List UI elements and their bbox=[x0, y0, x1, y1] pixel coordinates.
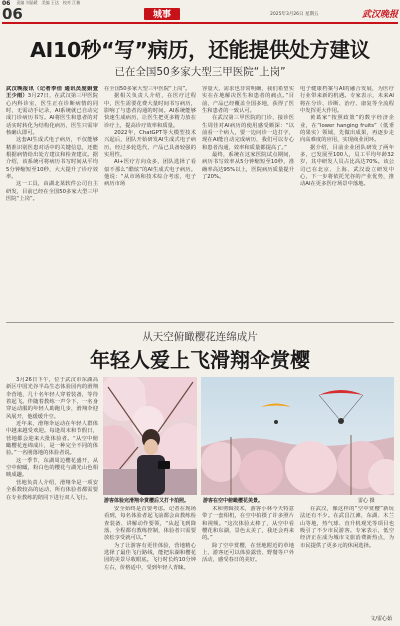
story1-para: 这套AI生成式电子病历，不仅能够精准识别医患对话中的关键信息，还能根据病情给出处方建议和检查建议。据介绍，该系统可将病历书写时间从平均5分钟缩短至10秒，大大提升了诊疗效率。 bbox=[6, 137, 98, 181]
story2-para: 这一季节，东湖周边樱花盛开，从空中俯瞰，粉白色的樱花与湖光山色相映成趣。 bbox=[6, 457, 98, 479]
story1-para: 这一工具，由湖北某软件公司自主研发，目前已经在全国50多家大型三甲医院“上岗”。 bbox=[6, 181, 98, 203]
paraglider-photo-image bbox=[201, 377, 394, 495]
story1-para: 最终，系统在这家医院试点期间，病历书写效率从5分钟缩短至10秒，准确率高达95%以上，医院病历质量提升了20%。 bbox=[202, 152, 294, 181]
story-divider bbox=[6, 322, 394, 323]
story1-byline: 武汉晚报讯（记者李佳 通讯员庞娟萱 王少雨） bbox=[6, 86, 98, 100]
story1-column-1 bbox=[6, 86, 98, 318]
story2-column-1 bbox=[6, 377, 98, 620]
page-number: 06 bbox=[2, 0, 11, 7]
story1-para: 据相关负责人介绍，在医疗过程中，医生需要花费大量时间书写病历，影响了与患者沟通的时间。AI系统能够快速生成病历，让医生把更多精力放在诊疗上，提高诊疗效率和质量。 bbox=[104, 93, 196, 129]
story2-para: 营地负责人介绍，滑翔伞是一项安全系数较高的运动，所有体验者都需要在专业教练的陪同下进行双人飞行。 bbox=[6, 479, 98, 501]
story1-para: 2022年，ChatGPT等大模型技术兴起后，团队开始研发AI生成式电子病历，经过多轮迭代，产品已具备较强的实用性。 bbox=[104, 130, 196, 159]
story1-para: 在武汉第三甲医院的门诊，接诊医生周佳对AI病历的使用感受颇深：“以前看一个病人，要一边问诊一边打字，现在AI能自动完成病历，我们可以专心和患者沟通，效率和质量都提高了。” bbox=[202, 115, 294, 151]
paraglider-photo bbox=[201, 377, 394, 495]
story2-para: 为了让游客有更佳体验，营地精心选择了最佳飞行路线，能把东湖和樱花园的美景尽收眼底。飞行时长约10分钟左右，价格适中，受到年轻人青睐。 bbox=[104, 542, 196, 571]
date-line: 2025年3月26日 星期五 bbox=[270, 11, 319, 17]
story1-column-2 bbox=[104, 86, 196, 318]
page-number-large: 06 bbox=[2, 4, 23, 23]
story2-para: 3月26日下午，位于武汉市东湖高新区中国光谷半岛生态体验园内的滑翔伞营地，几十名年轻人穿着装备，等待着起飞。伴随着教练一声令下，一名身穿运动服的年轻人助跑几步，滑翔伞迎风展开，他缓缓升空。 bbox=[6, 377, 98, 420]
story1-para: 黄葛家“按照政策”的数字经济企业，在“lower hanging fruits”（低垂的果实）领域，先做出成果，再逐步走向高难度的应用，实现商业闭环。 bbox=[300, 115, 394, 144]
credit-proofreader: 校对 江楠 bbox=[62, 0, 81, 5]
credit-designer: 美编 王达 bbox=[41, 0, 59, 5]
cherry-blossom-photo-image bbox=[103, 377, 197, 495]
story2-para: 近年来，滑翔伞运动在年轻人群体中越来越受欢迎。每逢周末和节假日，营地都会迎来大批体验者。“从空中俯瞰樱花连绵成片，是一种完全不同的体验。”一名刚落地的体验者说。 bbox=[6, 421, 98, 457]
story2-para: 除了空中赏樱，在营地附近的草地上，游客还可以体验露营、野餐等户外活动，感受春日的美好。 bbox=[202, 542, 294, 564]
story2-subheadline: 从天空俯瞰樱花连绵成片 bbox=[142, 331, 258, 343]
story2-column-4 bbox=[300, 506, 394, 610]
story2-headline: 年轻人爱上飞滑翔伞赏樱 bbox=[90, 348, 310, 372]
story2-column-2 bbox=[104, 506, 196, 620]
header-rule bbox=[2, 22, 398, 24]
story1-headline: AI10秒“写”病历，还能提供处方建议 bbox=[30, 38, 370, 62]
story2-para: 安全始终是首要考虑。记者在现场看到，每名体验者起飞前都会由教练检查装备、讲解动作要领，“从起飞到降落，全程都有教练控制，体验者只需要放松享受就可以。” bbox=[104, 506, 196, 542]
page-header bbox=[2, 6, 398, 21]
story2-para: 在武汉，像这样的“空中赏樱”新玩法还有不少。在武昌江滩，东湖、木兰山等地，热气球、直升机观光等项目也吸引了不少市民游客。专家表示，低空经济正在成为城市文旅消费新热点，为市民提供了更多元的休闲选择。 bbox=[300, 506, 394, 549]
story1-para: 据介绍，目前企业团队研发了两年多，已发展至100人，员工平均年龄32岁，其中研发人员占比高达70%。该公司已在北京、上海、武汉设立研发中心，下一步将依托光谷的产业优势，推动AI在更多医疗场景中落地。 bbox=[300, 144, 394, 188]
story1-para: 在全国50多家大型三甲医院“上岗”。 bbox=[104, 86, 191, 92]
story2-byline: 文/雷心茹 bbox=[370, 616, 392, 622]
right-photo-caption: 游客在空中俯瞰樱花美景。 bbox=[203, 498, 264, 504]
story1-para: 电子健康档案与AI的融合发展，为医疗行业带来新的机遇。专家表示，未来AI将在分诊、诊断、治疗、康复等全流程中发挥更大作用。 bbox=[300, 86, 394, 115]
story1-subheadline: 已在全国50多家大型三甲医院“上岗” bbox=[114, 66, 286, 78]
left-photo-caption: 游客体验完滑翔伞赏樱后又打卡拍照。 bbox=[104, 498, 190, 504]
credit-editor: 责编 刘晶暖 bbox=[16, 0, 38, 5]
story2-para: 术和剪辑技术，游客小林今天特意带了一套相机，在空中拍摄了许多照片和视频。“这次体验太棒了，从空中看樱花和东湖，景色太美了，我还会再来的。” bbox=[202, 506, 294, 542]
story1-para: 容量大，需求也非常明确，我们希望实实在在地解决医生和患者的痛点。”目前，产品已经覆盖全国多地，获得了医生和患者的一致认可。 bbox=[202, 86, 294, 115]
story1-para: AI+医疗方向众多，团队选择了看似不那么“酷炫”的AI生成式电子病历。他说：“从市场和技术综合考虑，电子病历市场 bbox=[104, 159, 196, 188]
masthead-logo: 武汉晚报 bbox=[361, 10, 398, 20]
story2-column-3 bbox=[202, 506, 294, 620]
story1-column-4 bbox=[300, 86, 394, 318]
photo-credit: 雷心 摄 bbox=[358, 498, 375, 504]
section-tag: 城事 bbox=[144, 8, 180, 20]
cherry-blossom-photo bbox=[103, 377, 197, 495]
story1-column-3 bbox=[202, 86, 294, 318]
story1-para: 武汉晚报讯（记者李佳 通讯员庞娟萱 王少雨）3月27日，在武汉第三甲医院心内科诊室，医生正在诊断病情的同时，无需动手记录，AI系统就已自动完成门诊病历书写。AI将医生和患者的对话实时转化为结构化病历，医生只需审核确认即可。 bbox=[6, 86, 98, 137]
